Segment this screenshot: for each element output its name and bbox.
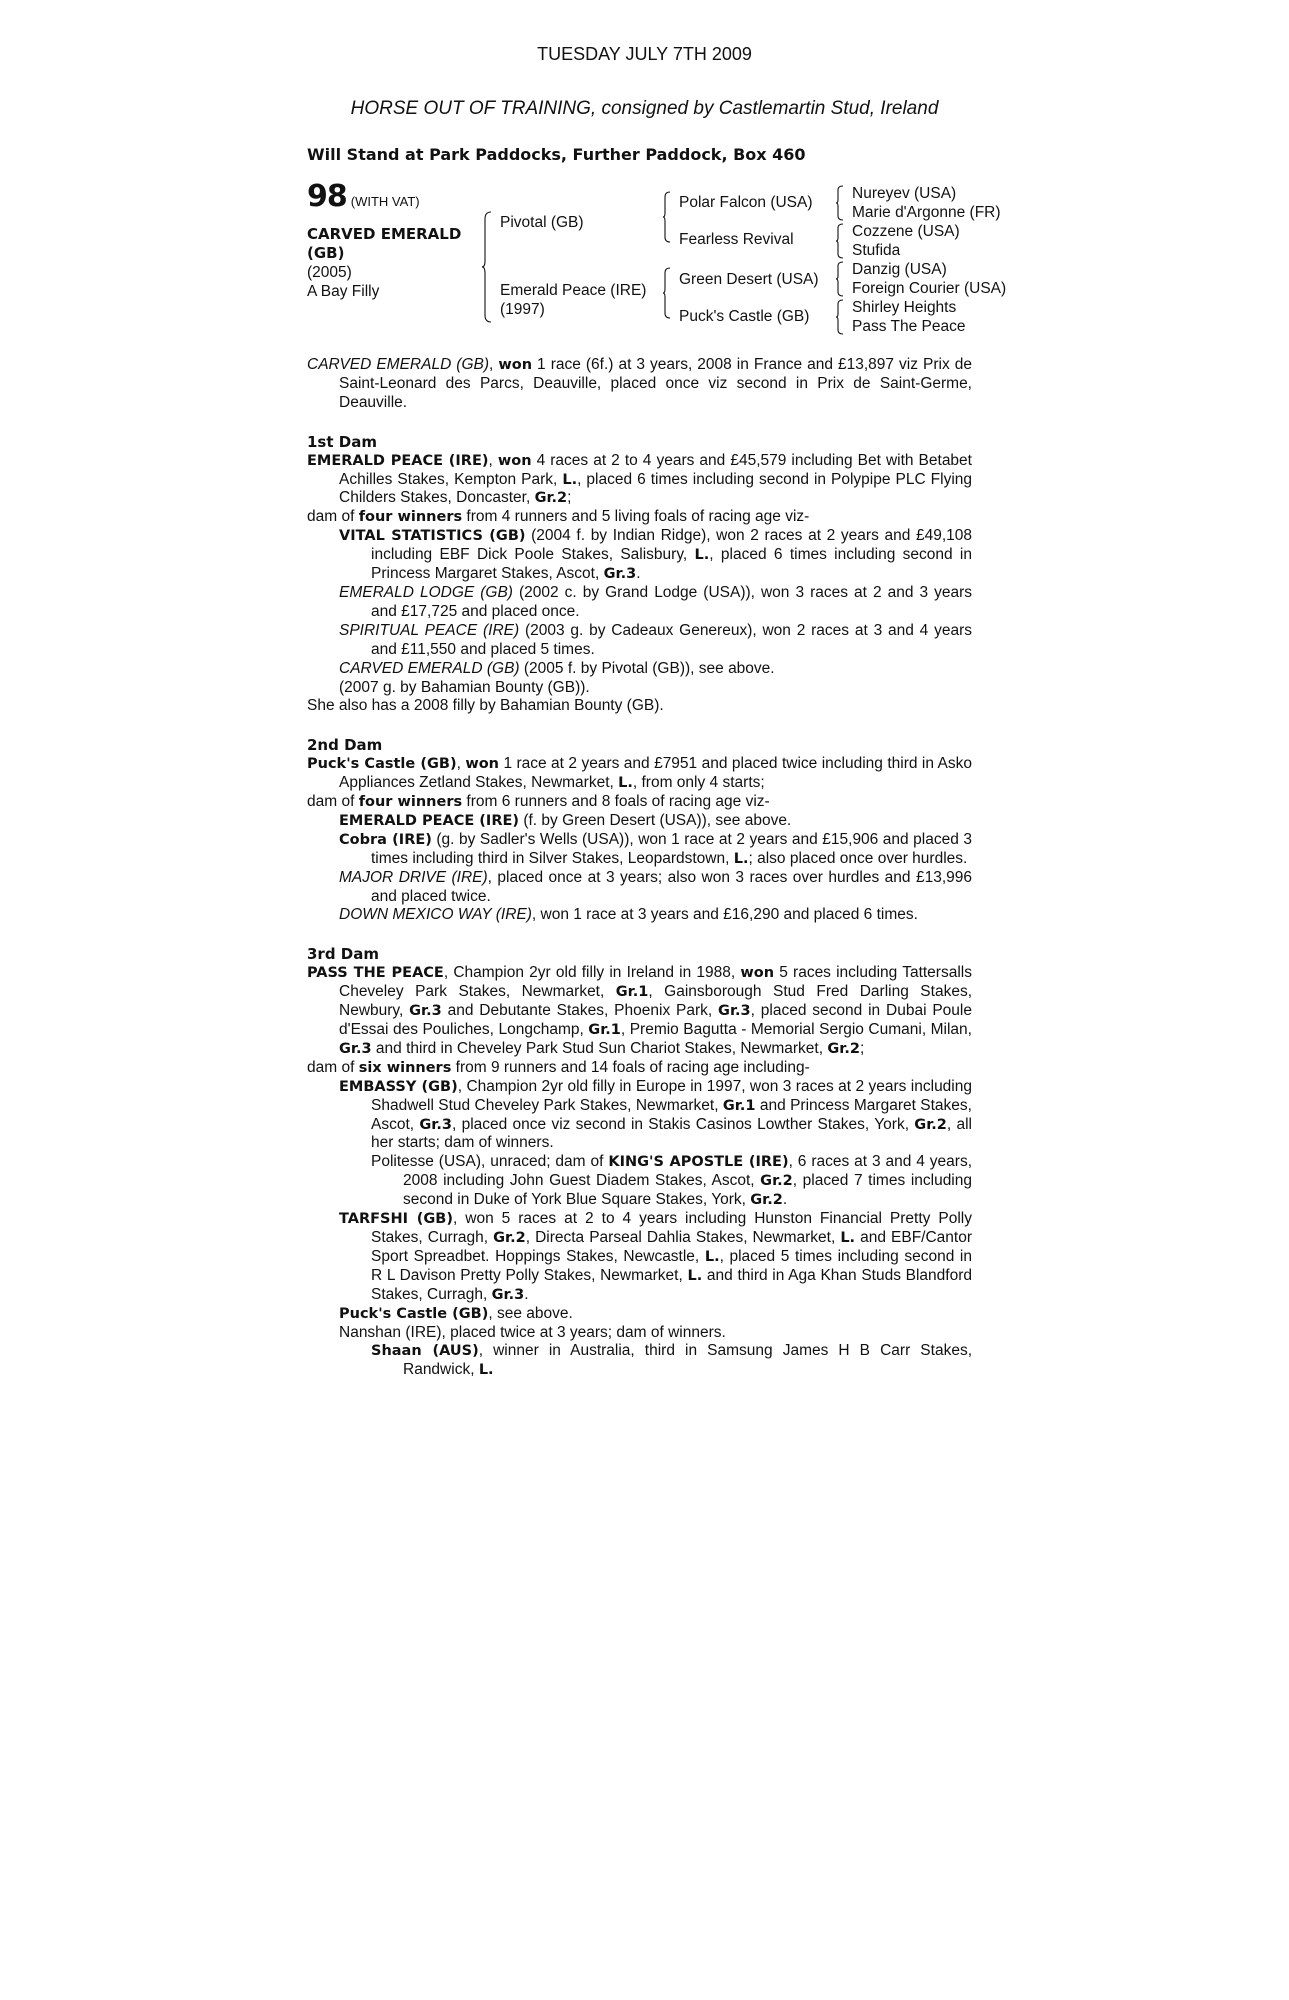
- lot-number: 98: [307, 179, 347, 214]
- produce-cobra: Cobra (IRE) (g. by Sadler's Wells (USA)), won 1 race at 2 years and £15,906 and placed 3 times including third in Silver Stakes, Leopardstown, L.; also placed once over hurdles.: [339, 830, 972, 867]
- ds-sire: Danzig (USA): [852, 261, 947, 278]
- produce-emerald-peace: EMERALD PEACE (IRE) (f. by Green Desert (USA)), see above.: [339, 811, 792, 829]
- horse-summary: CARVED EMERALD (GB), won 1 race (6f.) at 3 years, 2008 in France and £13,897 viz Prix de Saint-Leonard des Parcs, Deauville, placed once viz second in Prix de Saint-Germe, Deauville.: [307, 356, 972, 411]
- first-dam-heading: 1st Dam: [307, 432, 377, 451]
- produce-2007-foal: (2007 g. by Bahamian Bounty (GB)).: [339, 678, 590, 696]
- third-dam-produce-intro: dam of six winners from 9 runners and 14 foals of racing age including-: [307, 1058, 810, 1076]
- second-dam-produce-intro: dam of four winners from 6 runners and 8 foals of racing age viz-: [307, 793, 770, 811]
- foaling-year: (2005): [307, 264, 352, 281]
- brace-gen3-3: [835, 261, 845, 297]
- produce-politesse: Politesse (USA), unraced; dam of KING'S APOSTLE (IRE), 6 races at 3 and 4 years, 2008 including John Guest Diadem Stakes, Ascot, Gr.2, placed 7 times including second in Duke of York Blue Square Stakes, York, Gr.2.: [371, 1153, 973, 1209]
- produce-nanshan: Nanshan (IRE), placed twice at 3 years; dam of winners.: [339, 1323, 726, 1341]
- horse-name-line1: CARVED EMERALD: [307, 225, 462, 243]
- dd-dam: Pass The Peace: [852, 318, 966, 335]
- horse-description: A Bay Filly: [307, 283, 380, 300]
- produce-pucks-castle: Puck's Castle (GB), see above.: [339, 1304, 573, 1322]
- produce-2008-filly: She also has a 2008 filly by Bahamian Bounty (GB).: [307, 697, 664, 715]
- pedigree-table: [307, 179, 1027, 345]
- sire-dam: Fearless Revival: [679, 231, 794, 248]
- race-record: [307, 356, 972, 1380]
- second-dam-record: Puck's Castle (GB), won 1 race at 2 years and £7951 and placed twice including third in Asko Appliances Zetland Stakes, Newmarket, L., from only 4 starts;: [307, 755, 972, 792]
- produce-carved-emerald: CARVED EMERALD (GB) (2005 f. by Pivotal (GB)), see above.: [339, 659, 775, 677]
- produce-down-mexico-way: DOWN MEXICO WAY (IRE), won 1 race at 3 years and £16,290 and placed 6 times.: [339, 906, 918, 924]
- second-dam-heading: 2nd Dam: [307, 736, 383, 755]
- brace-gen1: [481, 211, 493, 323]
- produce-embassy: EMBASSY (GB), Champion 2yr old filly in Europe in 1997, won 3 races at 2 years including Shadwell Stud Cheveley Park Stakes, Newmarket, Gr.1 and Princess Margaret Stakes, Ascot, Gr.3, placed once viz second in Stakis Casinos Lowther Stakes, York, Gr.2, all her starts; dam of winners.: [339, 1077, 972, 1152]
- dam-name: Emerald Peace (IRE): [500, 282, 647, 299]
- produce-spiritual-peace: SPIRITUAL PEACE (IRE) (2003 g. by Cadeaux Genereux), won 2 races at 3 and 4 years and £11,550 and placed 5 times.: [339, 621, 972, 658]
- dam-sire: Green Desert (USA): [679, 271, 819, 288]
- brace-gen3-2: [835, 223, 845, 259]
- sire-sire: Polar Falcon (USA): [679, 194, 813, 211]
- ss-dam: Marie d'Argonne (FR): [852, 204, 1001, 221]
- dam-year: (1997): [500, 301, 545, 318]
- consignment-line: HORSE OUT OF TRAINING, consigned by Castlemartin Stud, Ireland: [350, 98, 939, 119]
- produce-vital-statistics: VITAL STATISTICS (GB) (2004 f. by Indian Ridge), won 2 races at 2 years and £49,108 including EBF Dick Poole Stakes, Salisbury, L., placed 6 times including second in Princess Margaret Stakes, Ascot, Gr.3.: [339, 527, 972, 583]
- produce-tarfshi: TARFSHI (GB), won 5 races at 2 to 4 years including Hunston Financial Pretty Polly Stakes, Curragh, Gr.2, Directa Parseal Dahlia Stakes, Newmarket, L. and EBF/Cantor Sport Spreadbet. Hoppings Stakes, Newcastle, L., placed 5 times including second in R L Davison Pretty Polly Stakes, Newmarket, L. and third in Aga Khan Studs Blandford Stakes, Curragh, Gr.3.: [339, 1210, 973, 1303]
- lot-number-line: [307, 179, 420, 214]
- sd-dam: Stufida: [852, 242, 901, 259]
- dd-sire: Shirley Heights: [852, 299, 957, 316]
- dam-dam: Puck's Castle (GB): [679, 308, 810, 325]
- brace-gen3-4: [835, 299, 845, 335]
- stand-location: Will Stand at Park Paddocks, Further Paddock, Box 460: [307, 145, 806, 164]
- sd-sire: Cozzene (USA): [852, 223, 960, 240]
- sale-date: TUESDAY JULY 7TH 2009: [537, 44, 752, 64]
- first-dam-record: EMERALD PEACE (IRE), won 4 races at 2 to 4 years and £45,579 including Bet with Betabet Achilles Stakes, Kempton Park, L., placed 6 times including second in Polypipe PLC Flying Childers Stakes, Doncaster, Gr.2;: [307, 451, 973, 507]
- brace-gen2-top: [662, 191, 672, 243]
- produce-emerald-lodge: EMERALD LODGE (GB) (2002 c. by Grand Lodge (USA)), won 3 races at 2 and 3 years and £17,725 and placed once.: [339, 583, 972, 620]
- sire-name: Pivotal (GB): [500, 214, 584, 231]
- ss-sire: Nureyev (USA): [852, 185, 957, 202]
- third-dam-heading: 3rd Dam: [307, 945, 379, 964]
- brace-gen3-1: [835, 185, 845, 221]
- brace-gen2-bottom: [662, 267, 672, 319]
- first-dam-produce-intro: dam of four winners from 4 runners and 5 living foals of racing age viz-: [307, 508, 810, 526]
- vat-note: (WITH VAT): [350, 194, 420, 209]
- third-dam-record: PASS THE PEACE, Champion 2yr old filly in Ireland in 1988, won 5 races including Tattersalls Cheveley Park Stakes, Newmarket, Gr.1, Gainsborough Stud Fred Darling Stakes, Newbury, Gr.3 and Debutante Stakes, Phoenix Park, Gr.3, placed second in Dubai Poule d'Essai des Pouliches, Longchamp, Gr.1, Premio Bagutta - Memorial Sergio Cumani, Milan, Gr.3 and third in Cheveley Park Stud Sun Chariot Stakes, Newmarket, Gr.2;: [307, 964, 972, 1057]
- produce-major-drive: MAJOR DRIVE (IRE), placed once at 3 years; also won 3 races over hurdles and £13,996 and placed twice.: [339, 868, 972, 905]
- ds-dam: Foreign Courier (USA): [852, 280, 1007, 297]
- horse-name-line2: (GB): [307, 244, 345, 262]
- produce-shaan: Shaan (AUS), winner in Australia, third in Samsung James H B Carr Stakes, Randwick, L.: [371, 1342, 972, 1379]
